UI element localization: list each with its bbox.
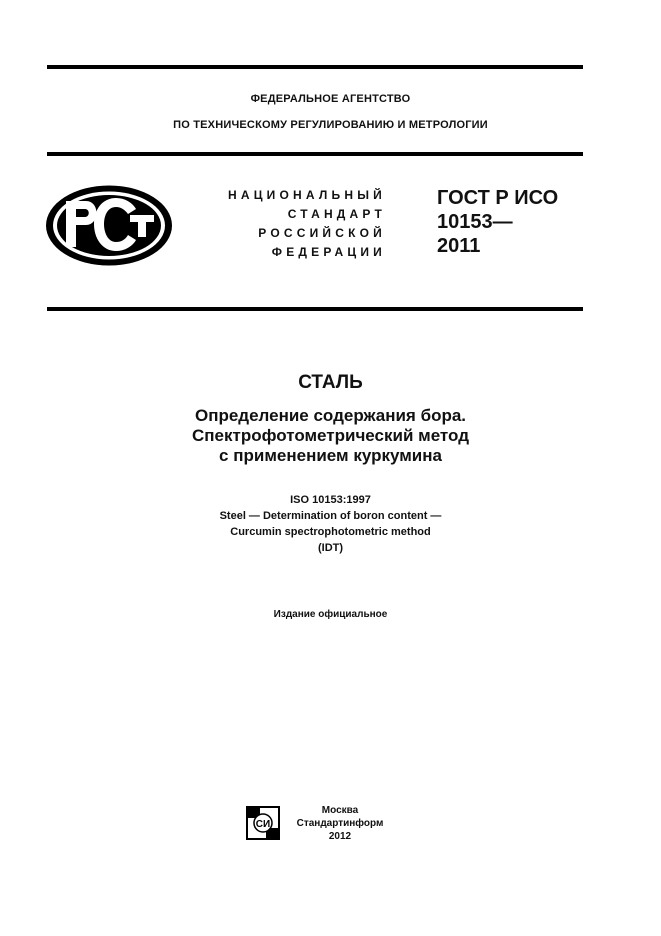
standard-type-line-2: СТАНДАРТ <box>287 207 386 221</box>
designation-line-3: 2011 <box>437 235 481 257</box>
rst-logo <box>44 183 174 268</box>
standard-type-line-4: ФЕДЕРАЦИИ <box>271 245 386 259</box>
standartinform-logo <box>246 806 280 840</box>
edition-note: Издание официальное <box>273 609 388 620</box>
standard-type-line-1: НАЦИОНАЛЬНЫЙ <box>227 188 386 202</box>
subtitle-line-1: Определение содержания бора. <box>194 406 467 425</box>
publisher-city: Москва <box>321 805 359 816</box>
publisher-name: Стандартинформ <box>296 818 384 829</box>
standard-type-block <box>216 186 386 262</box>
designation-line-2: 10153— <box>437 211 513 233</box>
top-rule <box>47 65 583 69</box>
standard-type-line-3: РОССИЙСКОЙ <box>258 226 386 240</box>
title-block-rule <box>47 307 583 311</box>
subtitle-line-3: с применением куркумина <box>219 446 442 465</box>
iso-identity: (IDT) <box>317 542 344 554</box>
iso-reference <box>0 492 661 556</box>
agency-line-2: ПО ТЕХНИЧЕСКОМУ РЕГУЛИРОВАНИЮ И МЕТРОЛОГИИ <box>173 119 488 131</box>
logo-text: СИ <box>255 819 271 830</box>
standartinform-logo-icon <box>246 806 280 840</box>
standard-designation <box>437 186 597 258</box>
subtitle-line-2: Спектрофотометрический метод <box>192 426 469 445</box>
agency-line-1: ФЕДЕРАЛЬНОЕ АГЕНТСТВО <box>250 93 411 105</box>
publisher-info <box>295 804 385 843</box>
header-rule <box>47 152 583 156</box>
designation-line-1: ГОСТ Р ИСО <box>437 187 559 209</box>
document-subtitle <box>0 406 661 466</box>
iso-number: ISO 10153:1997 <box>290 494 371 506</box>
publisher-year: 2012 <box>328 831 352 842</box>
rst-certification-mark-icon <box>44 183 174 268</box>
document-title: СТАЛЬ <box>298 372 363 393</box>
iso-title-line-2: Curcumin spectrophotometric method <box>230 526 431 538</box>
iso-title-line-1: Steel — Determination of boron content — <box>219 510 442 522</box>
